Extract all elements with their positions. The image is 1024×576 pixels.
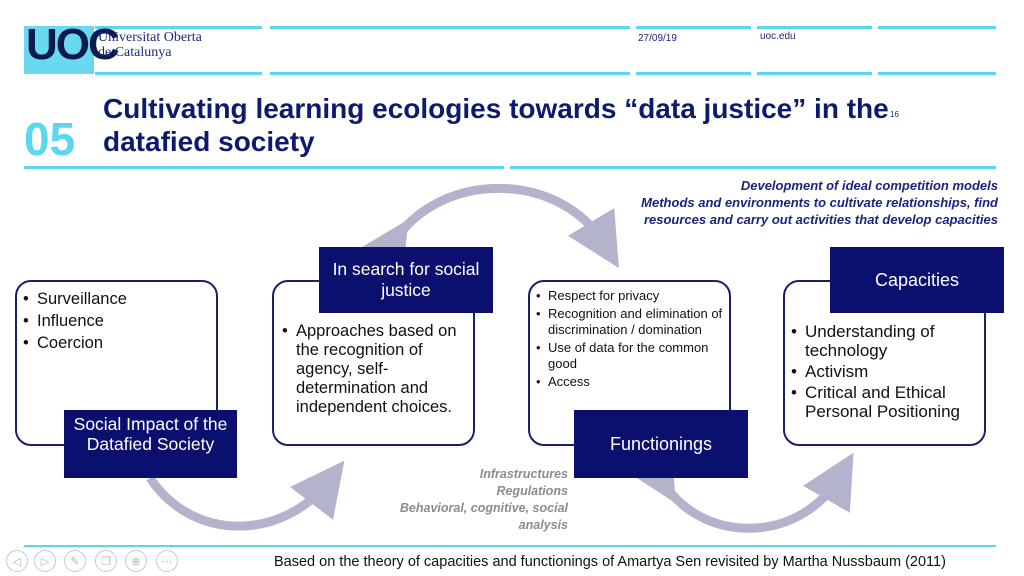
- slide-title: Cultivating learning ecologies towards “data justice” in the datafied society: [103, 93, 889, 157]
- list-item: • Critical and Ethical Personal Positioning: [789, 383, 980, 421]
- footer-citation: Based on the theory of capacities and functionings of Amartya Sen revisited by Martha Nussbaum (2011): [274, 554, 946, 570]
- list-item: • Access: [536, 374, 725, 390]
- copy-icon[interactable]: ❐: [95, 550, 117, 572]
- section-number: 05: [24, 113, 76, 165]
- list-item: • Respect for privacy: [536, 288, 725, 304]
- justice-label: In search for social justice: [319, 247, 493, 313]
- list-item: • Recognition and elimination of discrimination / domination: [536, 306, 725, 338]
- more-icon[interactable]: ⋯: [156, 550, 178, 572]
- list-item: • Use of data for the common good: [536, 340, 725, 372]
- list-item: • Surveillance: [21, 288, 216, 310]
- slide-mark: 16: [890, 110, 899, 119]
- impact-label: Social Impact of the Datafied Society: [64, 410, 237, 478]
- capacities-list: [789, 322, 980, 421]
- university-name: Universitat Oberta de Catalunya: [98, 30, 202, 60]
- justice-list: [280, 322, 467, 417]
- nav-back-icon[interactable]: ◁: [6, 550, 28, 572]
- footer-rule: [24, 545, 996, 547]
- top-note: Development of ideal competition models Methods and environments to cultivate relationships, find resources and carry out activities that develop capacities: [641, 178, 998, 227]
- nav-forward-icon[interactable]: ▷: [34, 550, 56, 572]
- header-date: 27/09/19: [638, 33, 677, 44]
- impact-list: [21, 288, 216, 354]
- capacities-label: Capacities: [830, 247, 1004, 313]
- list-item: • Coercion: [21, 332, 216, 354]
- list-item: • Influence: [21, 310, 216, 332]
- arrow-top: [394, 188, 605, 245]
- header-website: uoc.edu: [760, 31, 796, 42]
- list-item: • Activism: [789, 362, 980, 381]
- list-item: • Approaches based on the recognition of agency, self-determination and independent choices.: [280, 322, 467, 417]
- bottom-note: Infrastructures Regulations Behavioral, cognitive, social analysis: [399, 467, 568, 532]
- arrow-bottom-right: [662, 476, 840, 528]
- uoc-logo: UOC: [24, 26, 94, 74]
- list-item: • Understanding of technology: [789, 322, 980, 360]
- functionings-label: Functionings: [574, 410, 748, 478]
- zoom-icon[interactable]: ⊕: [125, 550, 147, 572]
- functionings-list: [536, 288, 725, 390]
- arrow-bottom-left: [150, 478, 328, 526]
- pen-icon[interactable]: ✎: [64, 550, 86, 572]
